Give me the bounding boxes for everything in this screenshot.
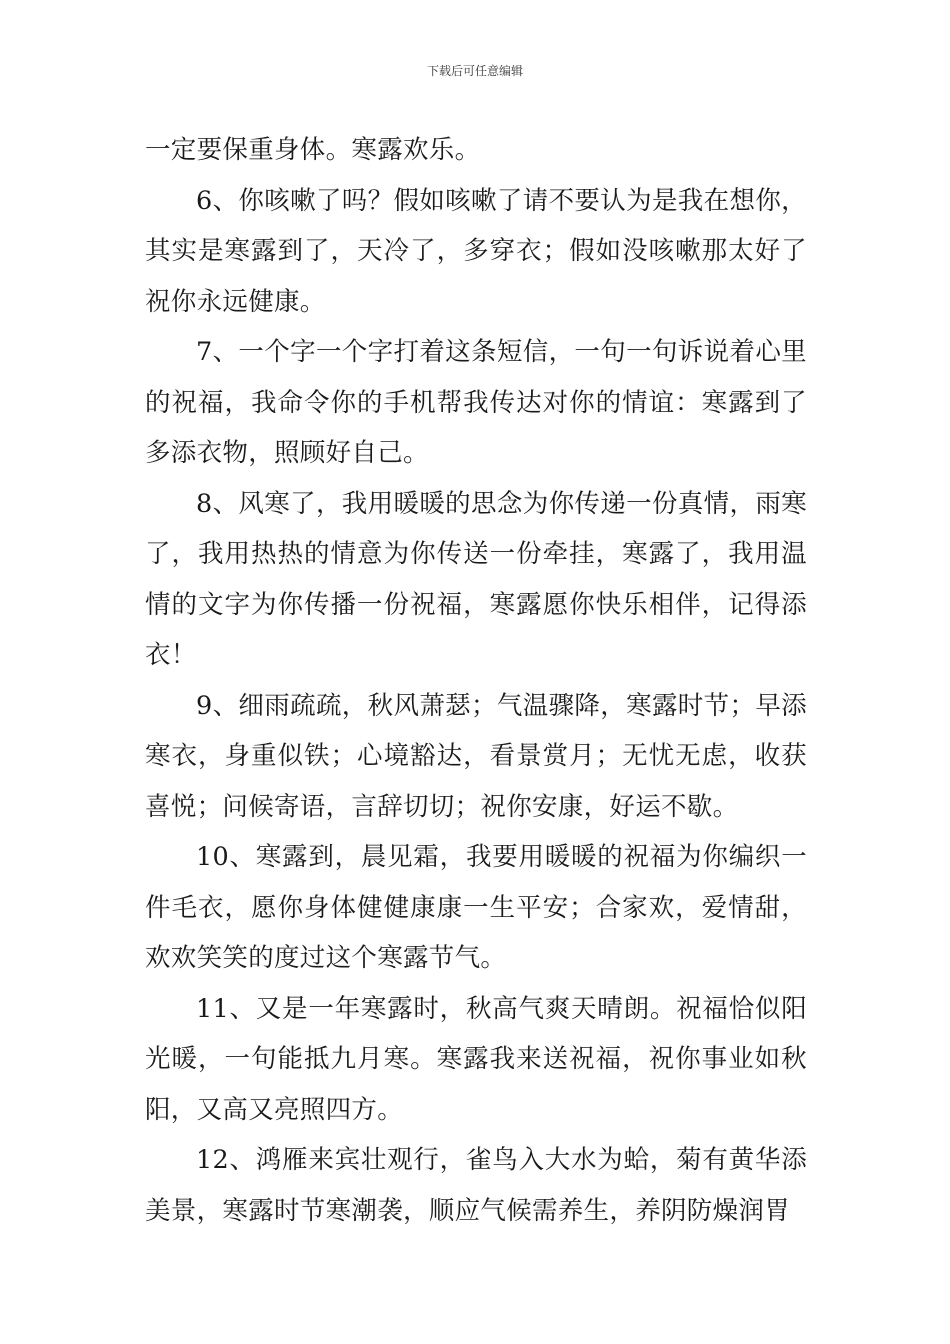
page-header: 下载后可任意编辑 [426, 64, 523, 78]
document-body [145, 125, 807, 1236]
paragraph-item-6: 6、你咳嗽了吗？假如咳嗽了请不要认为是我在想你，其实是寒露到了，天冷了，多穿衣；假如没咳嗽那太好了祝你永远健康。 [145, 185, 807, 317]
paragraph-item-9: 9、细雨疏疏，秋风萧瑟；气温骤降，寒露时节；早添寒衣，身重似铁；心境豁达，看景赏月；无忧无虑，收获喜悦；问候寄语，言辞切切；祝你安康，好运不歇。 [145, 690, 807, 822]
paragraph-item-7: 7、一个字一个字打着这条短信，一句一句诉说着心里的祝福，我命令你的手机帮我传达对你的情谊：寒露到了多添衣物，照顾好自己。 [145, 337, 807, 468]
paragraph-continuation: 一定要保重身体。寒露欢乐。 [145, 135, 481, 165]
paragraph-item-12: 12、鸿雁来宾壮观行，雀鸟入大水为蛤，菊有黄华添美景，寒露时节寒潮袭，顺应气候需养生，养阴防燥润胃 [145, 1145, 807, 1226]
paragraph-item-10: 10、寒露到，晨见霜，我要用暖暖的祝福为你编织一件毛衣，愿你身体健健康康一生平安；合家欢，爱情甜，欢欢笑笑的度过这个寒露节气。 [145, 842, 807, 973]
paragraph-item-11: 11、又是一年寒露时，秋高气爽天晴朗。祝福恰似阳光暖，一句能抵九月寒。寒露我来送祝福，祝你事业如秋阳，又高又亮照四方。 [145, 993, 807, 1125]
paragraph-item-8: 8、风寒了，我用暖暖的思念为你传递一份真情，雨寒了，我用热热的情意为你传送一份牵挂，寒露了，我用温情的文字为你传播一份祝福，寒露愿你快乐相伴，记得添衣！ [145, 488, 807, 670]
